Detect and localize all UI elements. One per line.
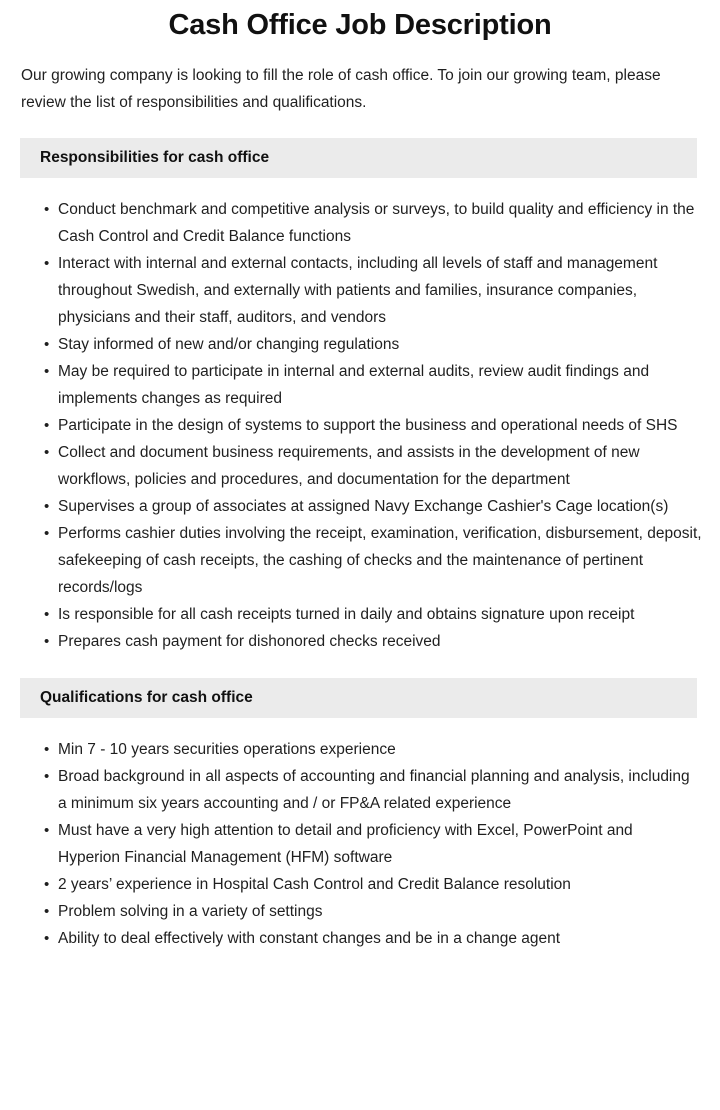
list-item: • May be required to participate in internal and external audits, review audit findings and implements changes as required: [44, 358, 706, 412]
section-heading-qualifications: Qualifications for cash office: [40, 689, 253, 706]
list-item: • Stay informed of new and/or changing regulations: [44, 331, 706, 358]
list-item: • Ability to deal effectively with constant changes and be in a change agent: [44, 925, 690, 952]
qualifications-list: [0, 718, 720, 952]
list-item: • Must have a very high attention to detail and proficiency with Excel, PowerPoint and Hyperion Financial Management (HFM) software: [44, 817, 690, 871]
list-item: • Performs cashier duties involving the receipt, examination, verification, disbursement, deposit, safekeeping of cash receipts, the cashing of checks and the maintenance of pertinent records/logs: [44, 520, 706, 601]
section-header-bar-qualifications: [20, 678, 697, 718]
list-item: • Is responsible for all cash receipts turned in daily and obtains signature upon receipt: [44, 601, 706, 628]
list-item: • Conduct benchmark and competitive analysis or surveys, to build quality and efficiency in the Cash Control and Credit Balance functions: [44, 196, 706, 250]
list-item: • Problem solving in a variety of settings: [44, 898, 690, 925]
list-item: • Prepares cash payment for dishonored checks received: [44, 628, 706, 655]
section-qualifications: [0, 678, 720, 952]
section-heading-responsibilities: Responsibilities for cash office: [40, 149, 270, 166]
section-header-bar-responsibilities: [20, 138, 697, 178]
list-item: • Broad background in all aspects of accounting and financial planning and analysis, including a minimum six years accounting and / or FP&A related experience: [44, 763, 690, 817]
responsibilities-list: [0, 178, 720, 655]
page-title: Cash Office Job Description: [168, 9, 552, 41]
list-item: • Collect and document business requirements, and assists in the development of new workflows, policies and procedures, and documentation for the department: [44, 439, 706, 493]
list-item: • Participate in the design of systems to support the business and operational needs of SHS: [44, 412, 706, 439]
list-item: • Interact with internal and external contacts, including all levels of staff and management throughout Swedish, and externally with patients and families, insurance companies, physicians and their staff, auditors, and vendors: [44, 250, 706, 331]
list-item: • Supervises a group of associates at assigned Navy Exchange Cashier's Cage location(s): [44, 493, 706, 520]
section-responsibilities: [0, 138, 720, 655]
intro-paragraph: Our growing company is looking to fill the role of cash office. To join our growing team, please review the list of responsibilities and qualifications.: [21, 67, 661, 111]
list-item: • 2 years’ experience in Hospital Cash Control and Credit Balance resolution: [44, 871, 690, 898]
list-item: • Min 7 - 10 years securities operations experience: [44, 736, 690, 763]
